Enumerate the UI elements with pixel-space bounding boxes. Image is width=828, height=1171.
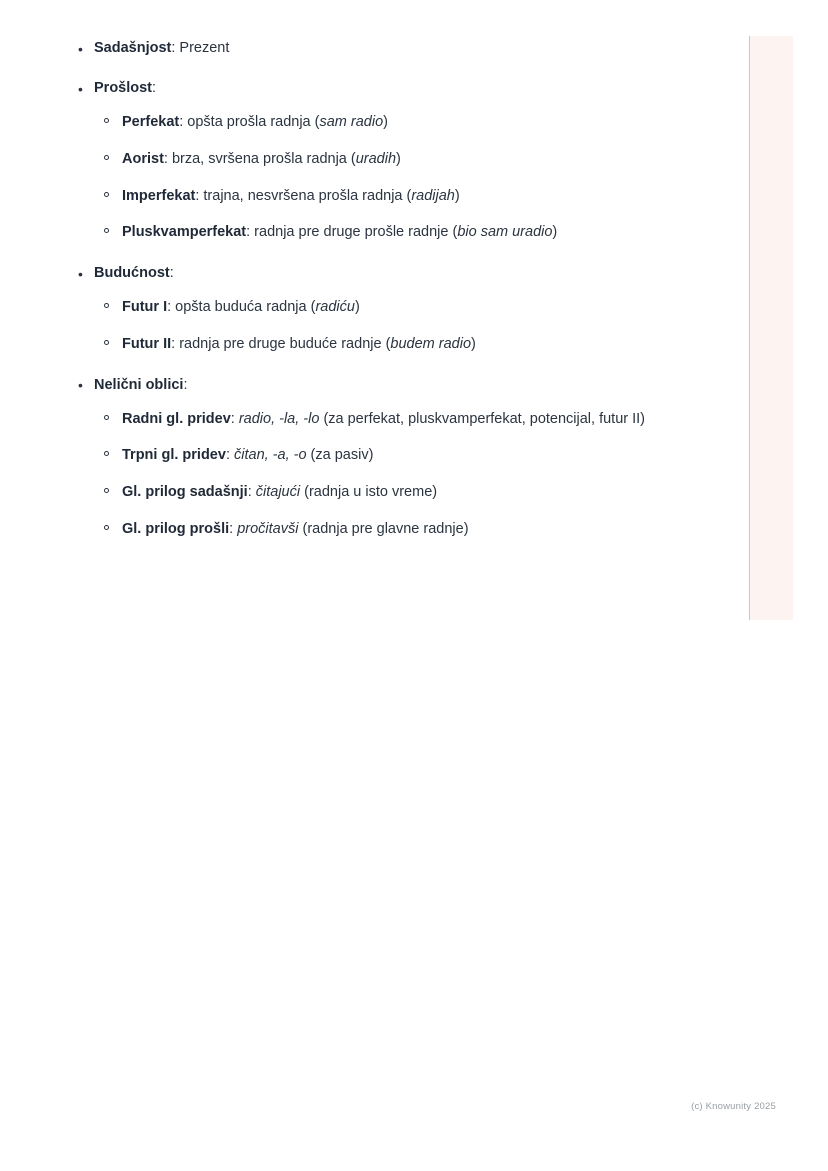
term-detail: : Prezent (171, 40, 230, 56)
list-item (94, 222, 718, 244)
term-detail: : (229, 520, 238, 537)
term-tail: ) (396, 150, 401, 167)
term-label: Sadašnjost (94, 40, 172, 56)
term-example: radio, -la, -lo (238, 410, 320, 427)
list-item (94, 149, 718, 171)
term-label: Budućnost (94, 265, 170, 282)
circle-bullet-icon (104, 415, 109, 420)
term-label: Perfekat (122, 114, 180, 131)
term-detail: : (225, 447, 234, 464)
term-label: Futur II (122, 335, 172, 352)
circle-bullet-icon (104, 118, 109, 123)
term-tail: (radnja pre glavne radnje) (298, 520, 469, 537)
term-tail: (za perfekat, pluskvamperfekat, potencijal, futur II) (319, 410, 646, 427)
list-item (68, 375, 718, 541)
term-label: Aorist (122, 150, 164, 167)
term-example: budem radio (390, 335, 472, 352)
term-detail: : radnja pre druge prošle radnje ( (246, 224, 458, 241)
term-example: čitan, -a, -o (234, 447, 307, 464)
list-item (94, 297, 718, 319)
term-detail: : (183, 376, 188, 393)
term-label: Radni gl. pridev (122, 410, 231, 427)
term-label: Futur I (122, 299, 168, 316)
list-item (94, 186, 718, 208)
circle-bullet-icon (104, 488, 109, 493)
term-example: uradih (355, 150, 397, 167)
term-label: Prošlost (94, 80, 153, 97)
list-item (68, 263, 718, 356)
circle-bullet-icon (104, 155, 109, 160)
circle-bullet-icon (104, 525, 109, 530)
list-item (94, 445, 718, 467)
term-detail: : (152, 80, 157, 97)
term-example: bio sam uradio (457, 224, 553, 241)
circle-bullet-icon (104, 192, 109, 197)
bullet-icon: • (78, 80, 83, 97)
term-detail: : (169, 265, 174, 282)
list-item (94, 112, 718, 134)
list-item (94, 519, 718, 541)
term-example: radiću (315, 299, 355, 316)
sublist (94, 409, 718, 541)
circle-bullet-icon (104, 340, 109, 345)
term-tail: ) (454, 187, 460, 204)
term-label: Nelični oblici (94, 376, 184, 393)
term-detail: : opšta prošla radnja ( (179, 114, 320, 131)
term-label: Gl. prilog prošli (122, 520, 230, 537)
term-tail: ) (552, 224, 558, 241)
term-example: radijah (411, 187, 455, 204)
list-item (68, 38, 718, 59)
term-tail: ) (354, 299, 360, 316)
term-detail: : brza, svršena prošla radnja ( (163, 150, 356, 167)
term-detail: : trajna, nesvršena prošla radnja ( (195, 187, 412, 204)
copyright-footer: (c) Knowunity 2025 (691, 1101, 776, 1112)
document-content (68, 38, 718, 560)
term-example: pročitavši (237, 520, 299, 537)
circle-bullet-icon (104, 451, 109, 456)
term-tail: (radnja u isto vreme) (300, 484, 438, 501)
sublist (94, 297, 718, 356)
outline-list (68, 38, 718, 541)
list-item (94, 334, 718, 356)
term-detail: : radnja pre druge buduće radnje ( (171, 335, 391, 352)
term-detail: : opšta buduća radnja ( (167, 299, 316, 316)
list-item (94, 482, 718, 504)
term-tail: ) (471, 335, 476, 352)
term-example: čitajući (255, 484, 301, 501)
term-label: Pluskvamperfekat (122, 224, 247, 241)
bullet-icon: • (78, 265, 83, 282)
term-tail: (za pasiv) (306, 447, 374, 464)
term-label: Trpni gl. pridev (122, 447, 226, 464)
circle-bullet-icon (104, 228, 109, 233)
term-detail: : (230, 410, 239, 427)
list-item (94, 409, 718, 431)
term-tail: ) (383, 114, 388, 131)
term-label: Gl. prilog sadašnji (122, 484, 248, 501)
term-label: Imperfekat (122, 187, 196, 204)
decorative-side-band (749, 36, 793, 620)
bullet-icon: • (78, 40, 83, 57)
term-example: sam radio (319, 114, 384, 131)
bullet-icon: • (78, 377, 83, 394)
circle-bullet-icon (104, 303, 109, 308)
list-item (68, 78, 718, 244)
sublist (94, 112, 718, 244)
term-detail: : (247, 484, 256, 501)
